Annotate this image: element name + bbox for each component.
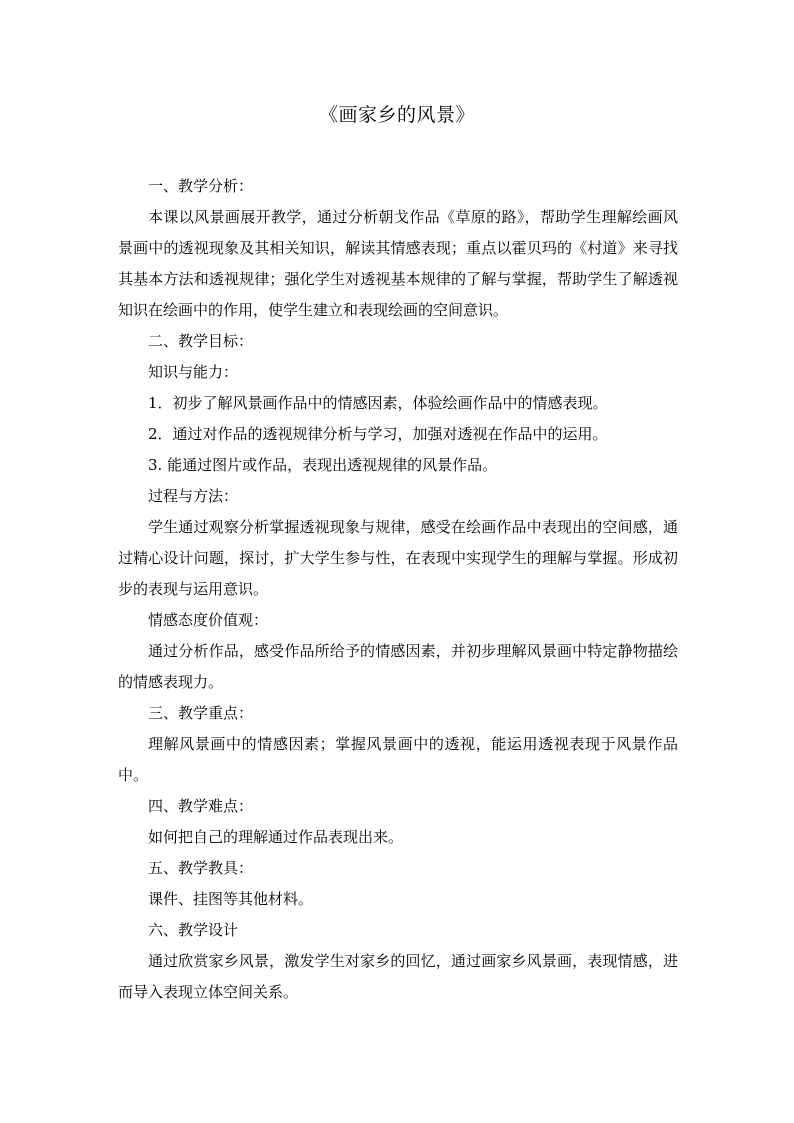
subheading-attitude: 情感态度价值观：: [148, 611, 269, 629]
list-item-2: 2．通过对作品的透视规律分析与学习，加强对透视在作品中的运用。: [148, 425, 608, 443]
section-heading-materials: 五、教学教具：: [148, 859, 254, 877]
document-body: [118, 171, 678, 1008]
section-heading-difficulties: 四、教学难点：: [148, 797, 254, 815]
subheading-knowledge: 知识与能力：: [148, 363, 239, 381]
list-item-1: 1．初步了解风景画作品中的情感因素，体验绘画作品中的情感表现。: [148, 394, 608, 412]
paragraph-attitude: 通过分析作品，感受作品所给予的情感因素，并初步理解风景画中特定静物描绘的情感表现力。: [118, 642, 678, 691]
document-title: 《画家乡的风景》: [318, 104, 475, 126]
list-item-3: 3. 能通过图片或作品，表现出透视规律的风景作品。: [148, 456, 498, 474]
paragraph-design: 通过欣赏家乡风景，激发学生对家乡的回忆，通过画家乡风景画，表现情感，进而导入表现立体空间关系。: [118, 952, 678, 1001]
paragraph-difficulties: 如何把自己的理解通过作品表现出来。: [148, 828, 404, 846]
section-heading-analysis: 一、教学分析：: [148, 177, 254, 195]
section-heading-objectives: 二、教学目标：: [148, 332, 254, 350]
subheading-process: 过程与方法：: [148, 487, 239, 505]
section-heading-key-points: 三、教学重点：: [148, 704, 254, 722]
paragraph-process: 学生通过观察分析掌握透视现象与规律，感受在绘画作品中表现出的空间感，通过精心设计问题，探讨，扩大学生参与性，在表现中实现学生的理解与掌握。形成初步的表现与运用意识。: [118, 518, 678, 598]
section-heading-design: 六、教学设计: [148, 921, 239, 939]
paragraph-analysis: 本课以风景画展开教学，通过分析朝戈作品《草原的路》，帮助学生理解绘画风景画中的透视现象及其相关知识，解读其情感表现；重点以霍贝玛的《村道》来寻找其基本方法和透视规律；强化学生对透视基本规律的了解与掌握，帮助学生了解透视知识在绘画中的作用，使学生建立和表现绘画的空间意识。: [118, 208, 678, 319]
paragraph-materials: 课件、挂图等其他材料。: [148, 890, 314, 908]
paragraph-key-points: 理解风景画中的情感因素；掌握风景画中的透视，能运用透视表现于风景作品中。: [118, 735, 678, 784]
